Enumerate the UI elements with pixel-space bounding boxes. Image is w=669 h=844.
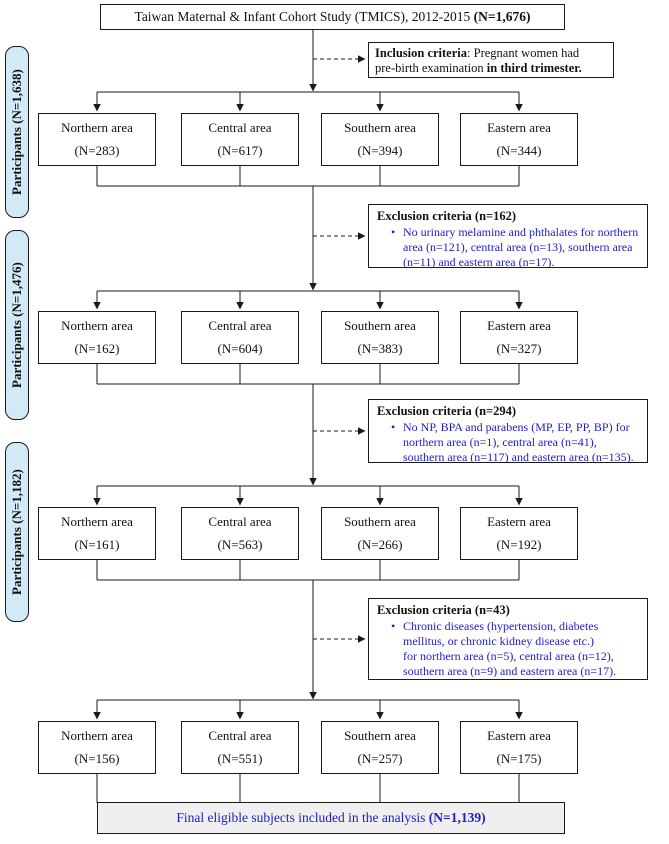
exclusion-lines	[403, 619, 616, 679]
area-n: (N=563)	[217, 537, 263, 552]
exclusion-line: mellitus, or chronic kidney disease etc.)	[403, 634, 594, 648]
final-result-box	[97, 802, 565, 834]
exclusion-criteria-box-3	[368, 598, 648, 680]
area-name: Eastern area	[487, 728, 551, 743]
area-box-row2-northern	[38, 311, 156, 364]
area-name: Southern area	[344, 120, 416, 135]
area-n: (N=327)	[496, 341, 542, 356]
participants-label-3: Participants (N=1,182)	[5, 442, 29, 622]
inclusion-rest1: : Pregnant women had	[467, 46, 580, 60]
area-n: (N=383)	[357, 341, 403, 356]
area-n: (N=156)	[74, 751, 120, 766]
exclusion-line: for northern area (n=5), central area (n=12),	[403, 649, 614, 663]
exclusion-line: No NP, BPA and parabens (MP, EP, PP, BP) for	[403, 420, 630, 434]
area-box-row3-northern	[38, 507, 156, 560]
area-box-row4-eastern	[460, 721, 578, 774]
participants-label-2: Participants (N=1,476)	[5, 230, 29, 420]
inclusion-line-2	[375, 61, 607, 76]
area-name: Southern area	[344, 318, 416, 333]
area-name: Northern area	[61, 120, 133, 135]
area-box-row2-central	[181, 311, 299, 364]
exclusion-line: area (n=121), central area (n=13), southern area	[403, 240, 633, 254]
area-box-row3-eastern	[460, 507, 578, 560]
area-name: Central area	[208, 318, 272, 333]
study-title: Taiwan Maternal & Infant Cohort Study (TMICS), 2012-2015	[134, 9, 474, 24]
area-name: Central area	[208, 514, 272, 529]
exclusion-title: Exclusion criteria (n=43)	[377, 603, 510, 617]
area-n: (N=617)	[217, 143, 263, 158]
area-n: (N=604)	[217, 341, 263, 356]
final-n: (N=1,139)	[428, 810, 486, 825]
participants-label-1: Participants (N=1,638)	[5, 46, 29, 218]
area-n: (N=551)	[217, 751, 263, 766]
area-n: (N=283)	[74, 143, 120, 158]
bullet-icon: •	[391, 225, 396, 239]
area-box-row4-southern	[321, 721, 439, 774]
area-name: Southern area	[344, 728, 416, 743]
area-n: (N=175)	[496, 751, 542, 766]
final-text: Final eligible subjects included in the analysis	[176, 810, 429, 825]
exclusion-title: Exclusion criteria (n=162)	[377, 209, 517, 223]
area-name: Eastern area	[487, 514, 551, 529]
exclusion-line: southern area (n=9) and eastern area (n=17).	[403, 664, 617, 678]
exclusion-item	[369, 420, 647, 465]
area-n: (N=394)	[357, 143, 403, 158]
exclusion-lines	[403, 420, 634, 465]
area-n: (N=344)	[496, 143, 542, 158]
area-box-row4-central	[181, 721, 299, 774]
bullet-icon: •	[391, 420, 396, 434]
inclusion-line-1	[375, 46, 607, 61]
study-title-box	[100, 4, 565, 30]
study-title-n: (N=1,676)	[473, 9, 531, 24]
area-n: (N=257)	[357, 751, 403, 766]
exclusion-line: southern area (n=117) and eastern area (n=135).	[403, 450, 634, 464]
area-box-row1-eastern	[460, 113, 578, 166]
area-box-row3-central	[181, 507, 299, 560]
inclusion-rest2: pre-birth examination	[375, 61, 487, 75]
exclusion-line: northern area (n=1), central area (n=41),	[403, 435, 597, 449]
area-box-row1-northern	[38, 113, 156, 166]
area-box-row1-southern	[321, 113, 439, 166]
exclusion-item	[369, 619, 647, 679]
area-n: (N=161)	[74, 537, 120, 552]
area-name: Central area	[208, 728, 272, 743]
bullet-icon: •	[391, 619, 396, 633]
exclusion-lines	[403, 225, 638, 270]
exclusion-criteria-box-2	[368, 399, 648, 463]
inclusion-criteria-box	[368, 42, 614, 78]
area-n: (N=162)	[74, 341, 120, 356]
area-name: Northern area	[61, 728, 133, 743]
exclusion-line: No urinary melamine and phthalates for northern	[403, 225, 639, 239]
area-name: Eastern area	[487, 318, 551, 333]
study-title-text	[135, 9, 531, 25]
exclusion-criteria-box-1	[368, 204, 648, 268]
area-name: Northern area	[61, 318, 133, 333]
exclusion-item	[369, 225, 647, 270]
final-result-text	[176, 810, 485, 826]
area-box-row4-northern	[38, 721, 156, 774]
area-n: (N=266)	[357, 537, 403, 552]
area-box-row2-southern	[321, 311, 439, 364]
exclusion-line: Chronic diseases (hypertension, diabetes	[403, 619, 599, 633]
area-n: (N=192)	[496, 537, 542, 552]
area-name: Eastern area	[487, 120, 551, 135]
exclusion-title: Exclusion criteria (n=294)	[377, 404, 517, 418]
area-name: Central area	[208, 120, 272, 135]
inclusion-label: Inclusion criteria	[375, 46, 468, 60]
area-box-row1-central	[181, 113, 299, 166]
area-name: Northern area	[61, 514, 133, 529]
exclusion-line: (n=11) and eastern area (n=17).	[403, 255, 555, 269]
area-box-row2-eastern	[460, 311, 578, 364]
area-box-row3-southern	[321, 507, 439, 560]
inclusion-bold2: in third trimester.	[486, 61, 582, 75]
area-name: Southern area	[344, 514, 416, 529]
